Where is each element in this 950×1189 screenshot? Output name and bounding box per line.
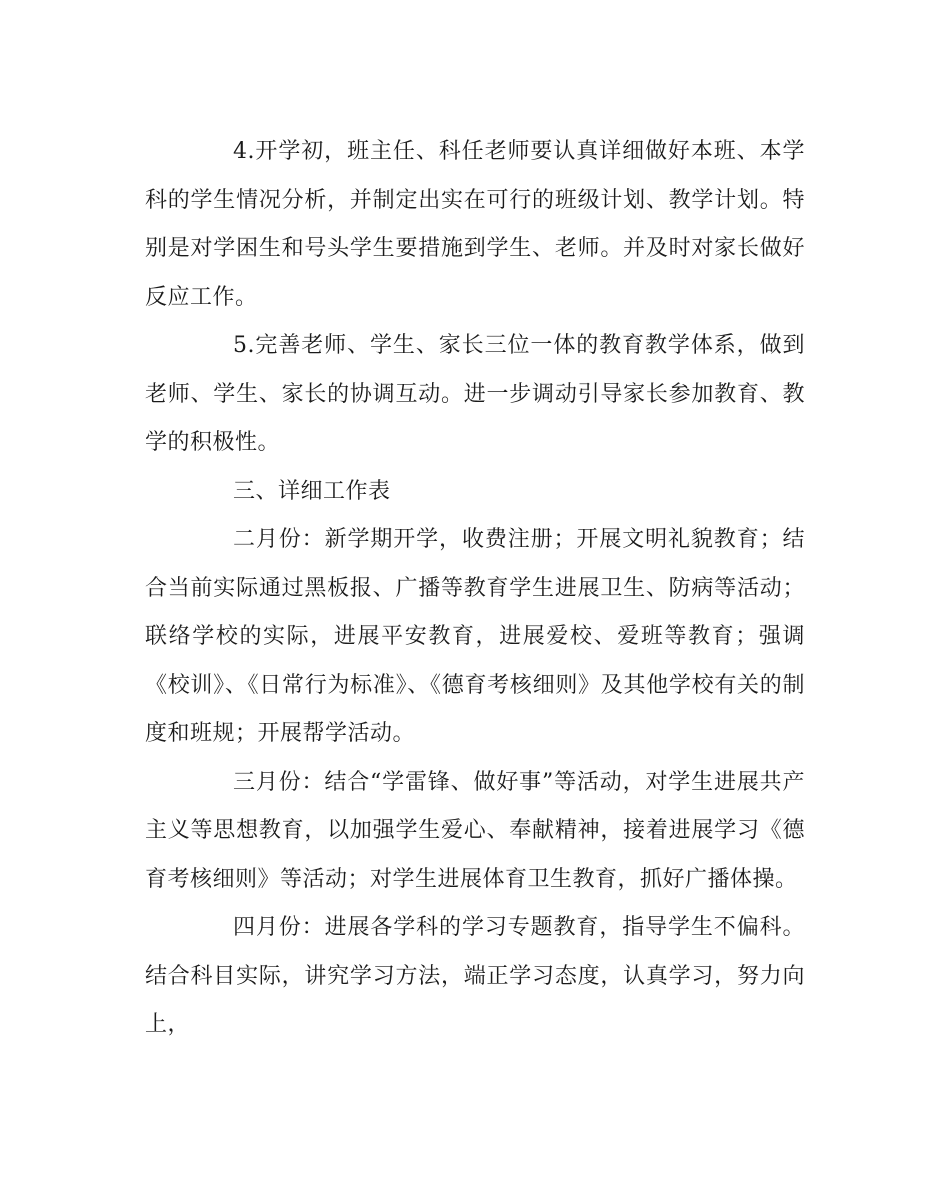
paragraph-march: 三月份：结合“学雷锋、做好事”等活动，对学生进展共产主义等思想教育，以加强学生爱心、奉献精神，接着进展学习《德育考核细则》等活动；对学生进展体育卫生教育，抓好广播体操。 (145, 769, 805, 892)
paragraph-april: 四月份：进展各学科的学习专题教育，指导学生不偏科。结合科目实际，讲究学习方法，端正学习态度，认真学习，努力向上， (145, 915, 805, 1037)
paragraph-item-5: 5.完善老师、学生、家长三位一体的教育教学体系，做到老师、学生、家长的协调互动。进一步调动引导家长参加教育、教学的积极性。 (145, 333, 805, 455)
paragraph-february: 二月份：新学期开学，收费注册；开展文明礼貌教育；结合当前实际通过黑板报、广播等教育学生进展卫生、防病等活动；联络学校的实际，进展平安教育，进展爱校、爱班等教育；强调《校训》、《日常行为标准》、《德育考核细则》及其他学校有关的制度和班规；开展帮学活动。 (145, 527, 805, 746)
paragraph-item-4: 4.开学初，班主任、科任老师要认真详细做好本班、本学科的学生情况分析，并制定出实在可行的班级计划、教学计划。特别是对学困生和号头学生要措施到学生、老师。并及时对家长做好反应工作。 (145, 139, 805, 310)
document-body (145, 128, 805, 1050)
section-heading: 三、详细工作表 (233, 478, 391, 504)
